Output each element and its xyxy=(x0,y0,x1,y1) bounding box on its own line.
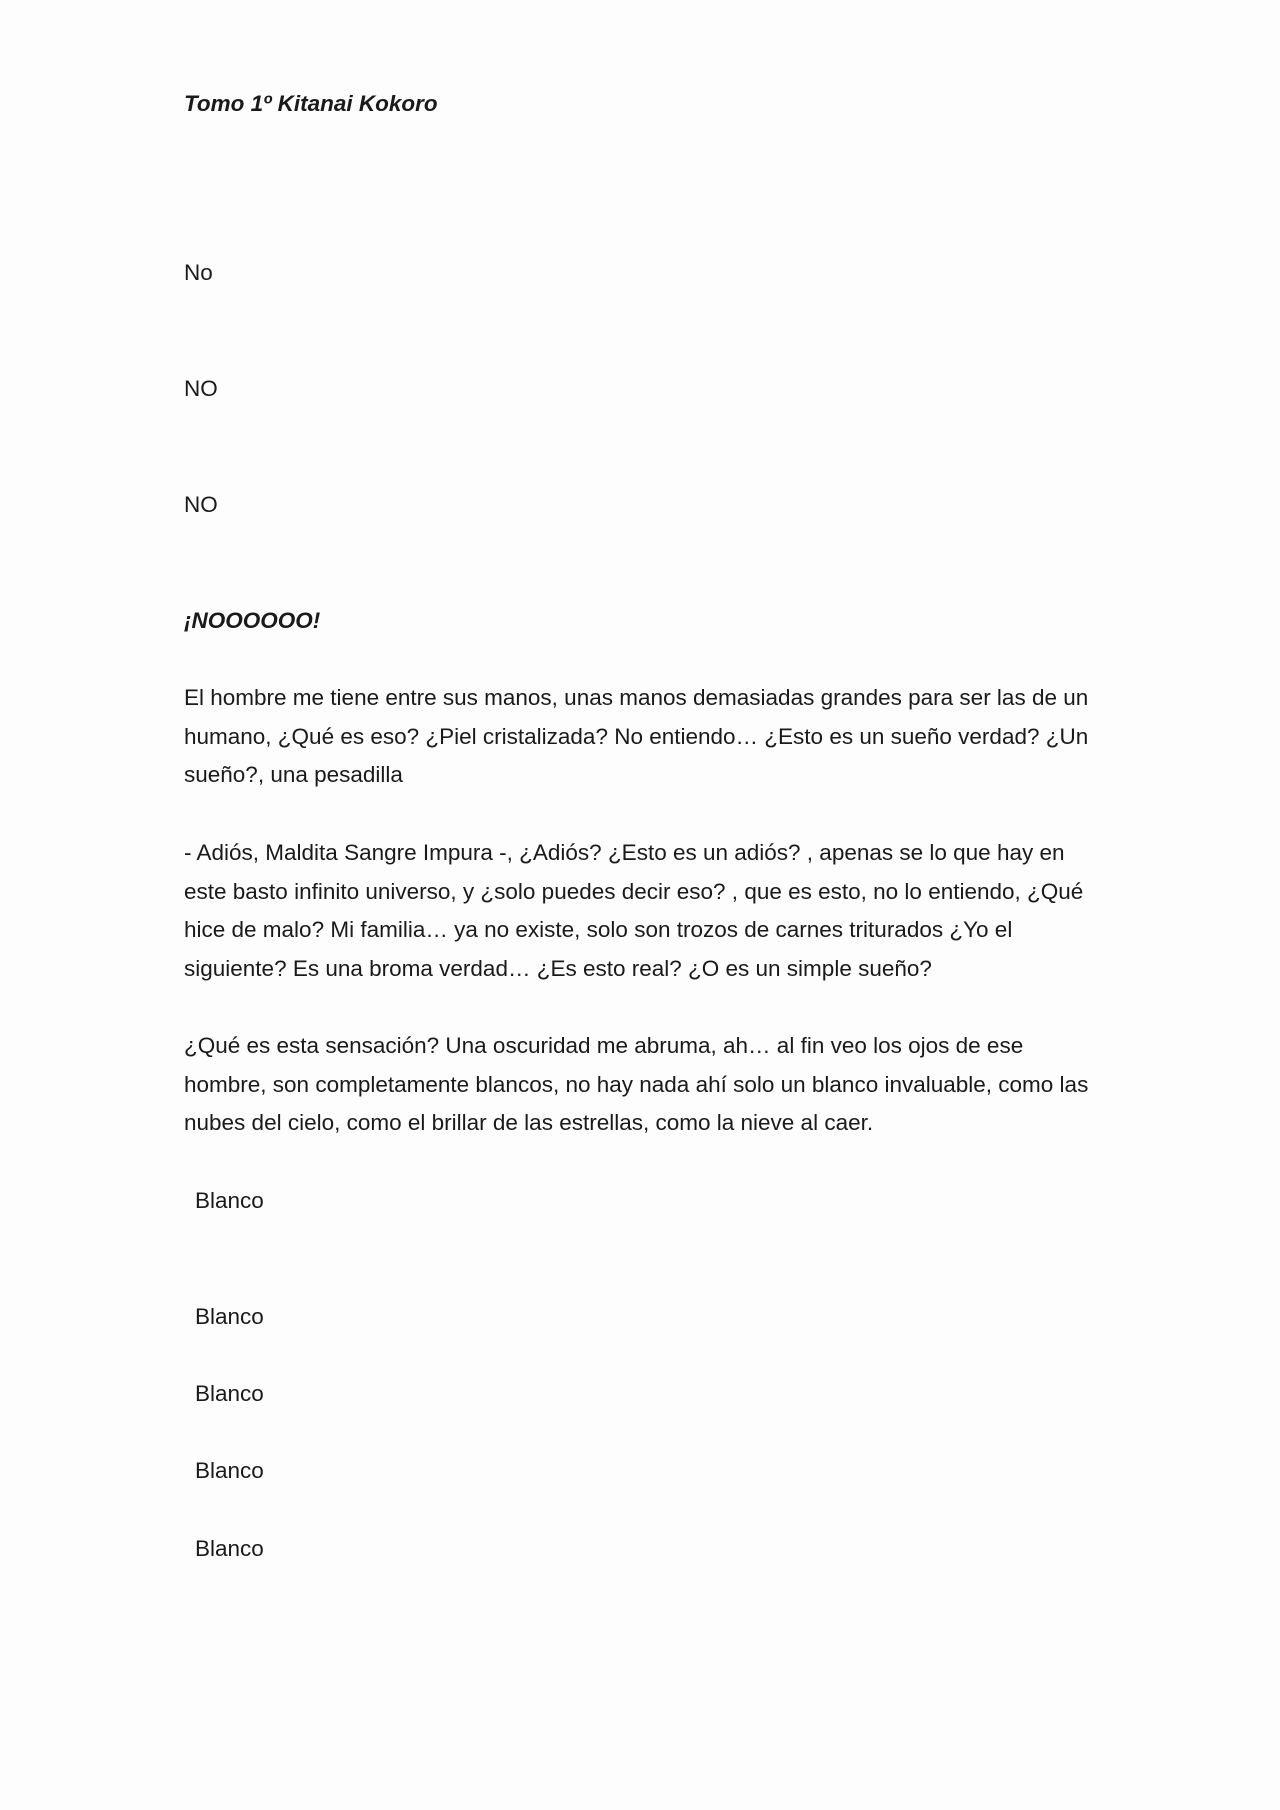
scream-line: ¡NOOOOOO! xyxy=(184,608,321,633)
blanco-line-4: Blanco xyxy=(195,1458,264,1483)
blanco-line-5: Blanco xyxy=(195,1536,264,1561)
paragraph-1: El hombre me tiene entre sus manos, unas manos demasiadas grandes para ser las de un humano, ¿Qué es eso? ¿Piel cristalizada? No entiendo… ¿Esto es un sueño verdad? ¿Un sueño?, una pesadilla xyxy=(184,685,1089,788)
document-title: Tomo 1º Kitanai Kokoro xyxy=(184,91,438,116)
blanco-line-1: Blanco xyxy=(195,1188,264,1213)
paragraph-3: ¿Qué es esta sensación? Una oscuridad me abruma, ah… al fin veo los ojos de ese hombre, son completamente blancos, no hay nada ahí solo un blanco invaluable, como las nubes del cielo, como el brillar de las estrellas, como la nieve al caer. xyxy=(184,1033,1089,1136)
cry-line-3: NO xyxy=(184,492,218,517)
blanco-line-2: Blanco xyxy=(195,1304,264,1329)
blanco-line-3: Blanco xyxy=(195,1381,264,1406)
cry-line-1: No xyxy=(184,260,213,285)
paragraph-2: - Adiós, Maldita Sangre Impura -, ¿Adiós? ¿Esto es un adiós? , apenas se lo que hay en este basto infinito universo, y ¿solo puedes decir eso? , que es esto, no lo entiendo, ¿Qué hice de malo? Mi familia… ya no existe, solo son trozos de carnes triturados ¿Yo el siguiente? Es una broma verdad… ¿Es esto real? ¿O es un simple sueño? xyxy=(184,840,1084,981)
cry-line-2: NO xyxy=(184,376,218,401)
